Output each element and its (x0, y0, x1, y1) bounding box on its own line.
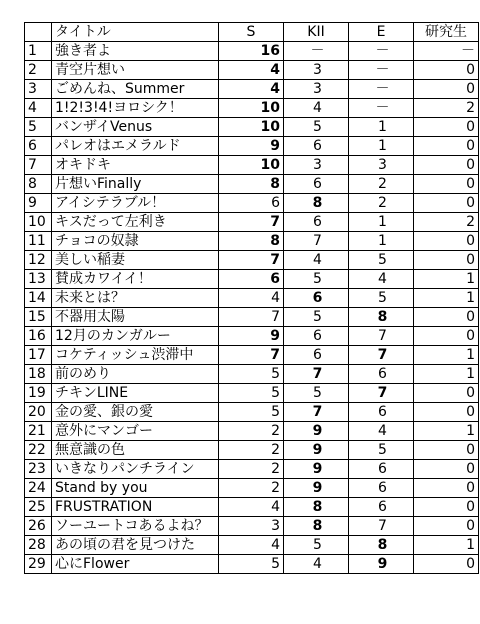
team-kii-count: 6 (284, 137, 349, 156)
team-s-count: 3 (219, 517, 284, 536)
team-s-count: 9 (219, 137, 284, 156)
row-number: 20 (25, 403, 52, 422)
song-title: パレオはエメラルド (52, 137, 219, 156)
team-s-count: 7 (219, 308, 284, 327)
team-s-count: 4 (219, 289, 284, 308)
song-title: 意外にマンゴー (52, 422, 219, 441)
song-title: 金の愛、銀の愛 (52, 403, 219, 422)
team-e-count: 6 (349, 479, 414, 498)
row-number: 15 (25, 308, 52, 327)
team-kii-count: 5 (284, 384, 349, 403)
team-kii-count: 5 (284, 118, 349, 137)
song-title: 強き者よ (52, 42, 219, 61)
team-kii-count: 9 (284, 441, 349, 460)
song-title: 美しい稲妻 (52, 251, 219, 270)
song-title: アイシテラブル！ (52, 194, 219, 213)
kenkyusei-count: 0 (414, 479, 479, 498)
table-body (25, 42, 479, 574)
team-e-count: 4 (349, 422, 414, 441)
team-s-count: 5 (219, 384, 284, 403)
table-row (25, 498, 479, 517)
song-title: 心にFlower (52, 555, 219, 574)
team-kii-count: 9 (284, 460, 349, 479)
team-s-count: 5 (219, 555, 284, 574)
row-number: 2 (25, 61, 52, 80)
kenkyusei-count: 1 (414, 365, 479, 384)
kenkyusei-count: 0 (414, 555, 479, 574)
row-number: 12 (25, 251, 52, 270)
kenkyusei-count: 2 (414, 99, 479, 118)
team-e-count: 8 (349, 536, 414, 555)
table-row (25, 156, 479, 175)
kenkyusei-count: 0 (414, 498, 479, 517)
team-e-count: 6 (349, 365, 414, 384)
song-title: FRUSTRATION (52, 498, 219, 517)
team-kii-count: 4 (284, 99, 349, 118)
team-e-count: 5 (349, 441, 414, 460)
team-kii-count: 6 (284, 346, 349, 365)
row-number: 28 (25, 536, 52, 555)
table-row (25, 460, 479, 479)
song-title: 片想いFinally (52, 175, 219, 194)
kenkyusei-count: 0 (414, 194, 479, 213)
row-number: 24 (25, 479, 52, 498)
team-kii-count: 8 (284, 517, 349, 536)
row-number: 26 (25, 517, 52, 536)
row-number: 10 (25, 213, 52, 232)
row-number: 18 (25, 365, 52, 384)
team-s-count: 10 (219, 99, 284, 118)
team-s-count: 7 (219, 213, 284, 232)
song-title: キスだって左利き (52, 213, 219, 232)
table-row (25, 137, 479, 156)
team-kii-count: 6 (284, 327, 349, 346)
song-title: あの頃の君を見つけた (52, 536, 219, 555)
song-title: 1!2!3!4!ヨロシク！ (52, 99, 219, 118)
song-title: 12月のカンガルー (52, 327, 219, 346)
team-kii-count: － (284, 42, 349, 61)
kenkyusei-count: 0 (414, 384, 479, 403)
table-row (25, 232, 479, 251)
song-title: ソーユートコあるよね？ (52, 517, 219, 536)
team-kii-count: 9 (284, 479, 349, 498)
team-kii-count: 7 (284, 403, 349, 422)
kenkyusei-count: 0 (414, 308, 479, 327)
row-number: 9 (25, 194, 52, 213)
kenkyusei-count: 1 (414, 536, 479, 555)
kenkyusei-count: 0 (414, 517, 479, 536)
team-kii-count: 5 (284, 308, 349, 327)
team-s-count: 8 (219, 175, 284, 194)
kenkyusei-count: － (414, 42, 479, 61)
team-e-count: 5 (349, 289, 414, 308)
table-row (25, 270, 479, 289)
team-e-count: 1 (349, 118, 414, 137)
header-title: タイトル (52, 23, 219, 42)
table-row (25, 118, 479, 137)
row-number: 14 (25, 289, 52, 308)
row-number: 21 (25, 422, 52, 441)
team-e-count: － (349, 99, 414, 118)
kenkyusei-count: 1 (414, 346, 479, 365)
row-number: 4 (25, 99, 52, 118)
table-row (25, 346, 479, 365)
team-kii-count: 8 (284, 194, 349, 213)
team-s-count: 4 (219, 61, 284, 80)
kenkyusei-count: 1 (414, 289, 479, 308)
row-number: 11 (25, 232, 52, 251)
team-s-count: 2 (219, 460, 284, 479)
table-row (25, 289, 479, 308)
header-row (25, 23, 479, 42)
team-s-count: 4 (219, 80, 284, 99)
kenkyusei-count: 0 (414, 118, 479, 137)
team-e-count: 1 (349, 232, 414, 251)
team-e-count: － (349, 80, 414, 99)
song-title: 前のめり (52, 365, 219, 384)
song-title: コケティッシュ渋滞中 (52, 346, 219, 365)
team-kii-count: 4 (284, 555, 349, 574)
row-number: 6 (25, 137, 52, 156)
ranking-table (24, 22, 479, 574)
table-row (25, 441, 479, 460)
row-number: 22 (25, 441, 52, 460)
row-number: 8 (25, 175, 52, 194)
table-row (25, 99, 479, 118)
table-row (25, 327, 479, 346)
team-s-count: 6 (219, 270, 284, 289)
kenkyusei-count: 0 (414, 460, 479, 479)
team-s-count: 10 (219, 156, 284, 175)
team-e-count: 6 (349, 403, 414, 422)
team-e-count: 2 (349, 175, 414, 194)
song-title: オキドキ (52, 156, 219, 175)
song-title: 未来とは？ (52, 289, 219, 308)
table-row (25, 403, 479, 422)
song-title: 無意識の色 (52, 441, 219, 460)
kenkyusei-count: 0 (414, 251, 479, 270)
table-row (25, 42, 479, 61)
table-row (25, 308, 479, 327)
team-kii-count: 7 (284, 365, 349, 384)
team-e-count: － (349, 61, 414, 80)
table-row (25, 536, 479, 555)
team-e-count: 3 (349, 156, 414, 175)
team-s-count: 6 (219, 194, 284, 213)
team-e-count: 8 (349, 308, 414, 327)
team-e-count: 7 (349, 346, 414, 365)
team-kii-count: 9 (284, 422, 349, 441)
table-row (25, 384, 479, 403)
team-kii-count: 6 (284, 213, 349, 232)
kenkyusei-count: 0 (414, 232, 479, 251)
team-kii-count: 5 (284, 536, 349, 555)
kenkyusei-count: 0 (414, 61, 479, 80)
team-s-count: 10 (219, 118, 284, 137)
team-kii-count: 3 (284, 80, 349, 99)
header-kenkyusei: 研究生 (414, 23, 479, 42)
team-s-count: 4 (219, 536, 284, 555)
team-e-count: 5 (349, 251, 414, 270)
row-number: 29 (25, 555, 52, 574)
team-kii-count: 3 (284, 61, 349, 80)
song-title: チキンLINE (52, 384, 219, 403)
row-number: 1 (25, 42, 52, 61)
kenkyusei-count: 0 (414, 175, 479, 194)
header-kii: KII (284, 23, 349, 42)
song-title: 不器用太陽 (52, 308, 219, 327)
kenkyusei-count: 0 (414, 403, 479, 422)
team-s-count: 16 (219, 42, 284, 61)
table-row (25, 194, 479, 213)
team-e-count: 9 (349, 555, 414, 574)
team-kii-count: 7 (284, 232, 349, 251)
table-row (25, 175, 479, 194)
team-kii-count: 8 (284, 498, 349, 517)
team-s-count: 9 (219, 327, 284, 346)
table-row (25, 365, 479, 384)
row-number: 13 (25, 270, 52, 289)
team-s-count: 5 (219, 365, 284, 384)
team-e-count: 7 (349, 517, 414, 536)
row-number: 16 (25, 327, 52, 346)
team-kii-count: 4 (284, 251, 349, 270)
row-number: 25 (25, 498, 52, 517)
table-row (25, 422, 479, 441)
header-e: E (349, 23, 414, 42)
table-row (25, 479, 479, 498)
team-s-count: 4 (219, 498, 284, 517)
team-kii-count: 6 (284, 289, 349, 308)
table-row (25, 251, 479, 270)
team-s-count: 7 (219, 346, 284, 365)
team-e-count: 2 (349, 194, 414, 213)
row-number: 19 (25, 384, 52, 403)
team-s-count: 2 (219, 479, 284, 498)
team-kii-count: 3 (284, 156, 349, 175)
song-title: 賛成カワイイ！ (52, 270, 219, 289)
team-kii-count: 5 (284, 270, 349, 289)
header-s: S (219, 23, 284, 42)
team-s-count: 2 (219, 441, 284, 460)
kenkyusei-count: 0 (414, 80, 479, 99)
table-row (25, 555, 479, 574)
team-e-count: 6 (349, 498, 414, 517)
row-number: 23 (25, 460, 52, 479)
kenkyusei-count: 0 (414, 441, 479, 460)
song-title: バンザイVenus (52, 118, 219, 137)
team-e-count: 7 (349, 384, 414, 403)
song-title: 青空片想い (52, 61, 219, 80)
song-title: Stand by you (52, 479, 219, 498)
row-number: 3 (25, 80, 52, 99)
kenkyusei-count: 0 (414, 156, 479, 175)
kenkyusei-count: 2 (414, 213, 479, 232)
team-s-count: 8 (219, 232, 284, 251)
kenkyusei-count: 1 (414, 270, 479, 289)
team-e-count: 7 (349, 327, 414, 346)
song-title: ごめんね、Summer (52, 80, 219, 99)
team-e-count: 4 (349, 270, 414, 289)
song-title: いきなりパンチライン (52, 460, 219, 479)
row-number: 5 (25, 118, 52, 137)
kenkyusei-count: 0 (414, 327, 479, 346)
team-s-count: 7 (219, 251, 284, 270)
team-s-count: 5 (219, 403, 284, 422)
team-kii-count: 6 (284, 175, 349, 194)
row-number: 17 (25, 346, 52, 365)
kenkyusei-count: 0 (414, 137, 479, 156)
team-e-count: － (349, 42, 414, 61)
team-e-count: 6 (349, 460, 414, 479)
header-no (25, 23, 52, 42)
team-e-count: 1 (349, 213, 414, 232)
table-row (25, 80, 479, 99)
song-title: チョコの奴隷 (52, 232, 219, 251)
table-row (25, 213, 479, 232)
team-s-count: 2 (219, 422, 284, 441)
table-row (25, 517, 479, 536)
team-e-count: 1 (349, 137, 414, 156)
kenkyusei-count: 1 (414, 422, 479, 441)
table-row (25, 61, 479, 80)
row-number: 7 (25, 156, 52, 175)
